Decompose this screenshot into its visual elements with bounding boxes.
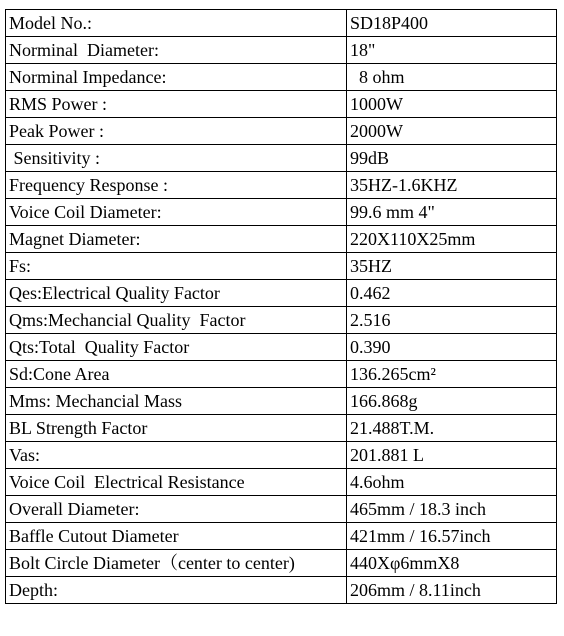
table-row <box>6 145 557 172</box>
table-row <box>6 334 557 361</box>
spec-label: Depth: <box>6 577 347 604</box>
table-row <box>6 577 557 604</box>
spec-table <box>5 9 557 604</box>
spec-value: 4.6ohm <box>347 469 557 496</box>
spec-value: SD18P400 <box>347 10 557 37</box>
spec-label: Peak Power : <box>6 118 347 145</box>
spec-value: 465mm / 18.3 inch <box>347 496 557 523</box>
spec-value: 8 ohm <box>347 64 557 91</box>
spec-label: Frequency Response : <box>6 172 347 199</box>
spec-label: Baffle Cutout Diameter <box>6 523 347 550</box>
spec-value: 1000W <box>347 91 557 118</box>
table-row <box>6 10 557 37</box>
spec-label: BL Strength Factor <box>6 415 347 442</box>
table-row <box>6 280 557 307</box>
spec-value: 440Xφ6mmX8 <box>347 550 557 577</box>
table-row <box>6 172 557 199</box>
table-row <box>6 253 557 280</box>
spec-value: 201.881 L <box>347 442 557 469</box>
spec-value: 220X110X25mm <box>347 226 557 253</box>
spec-label: RMS Power : <box>6 91 347 118</box>
spec-value: 0.462 <box>347 280 557 307</box>
spec-table-body <box>6 10 557 604</box>
spec-label: Overall Diameter: <box>6 496 347 523</box>
table-row <box>6 388 557 415</box>
table-row <box>6 226 557 253</box>
spec-value: 18" <box>347 37 557 64</box>
table-row <box>6 118 557 145</box>
spec-value: 136.265cm² <box>347 361 557 388</box>
spec-label: Norminal Diameter: <box>6 37 347 64</box>
spec-label: Vas: <box>6 442 347 469</box>
spec-value: 99.6 mm 4" <box>347 199 557 226</box>
table-row <box>6 442 557 469</box>
table-row <box>6 37 557 64</box>
spec-label: Mms: Mechancial Mass <box>6 388 347 415</box>
spec-value: 0.390 <box>347 334 557 361</box>
table-row <box>6 91 557 118</box>
spec-value: 35HZ <box>347 253 557 280</box>
spec-label: Voice Coil Electrical Resistance <box>6 469 347 496</box>
spec-value: 99dB <box>347 145 557 172</box>
spec-value: 2000W <box>347 118 557 145</box>
spec-value: 166.868g <box>347 388 557 415</box>
spec-label: Voice Coil Diameter: <box>6 199 347 226</box>
table-row <box>6 199 557 226</box>
spec-value: 421mm / 16.57inch <box>347 523 557 550</box>
table-row <box>6 550 557 577</box>
spec-label: Fs: <box>6 253 347 280</box>
spec-label: Qms:Mechancial Quality Factor <box>6 307 347 334</box>
spec-value: 35HZ-1.6KHZ <box>347 172 557 199</box>
spec-value: 2.516 <box>347 307 557 334</box>
spec-value: 21.488T.M. <box>347 415 557 442</box>
table-row <box>6 469 557 496</box>
spec-label: Bolt Circle Diameter（center to center) <box>6 550 347 577</box>
spec-label: Qts:Total Quality Factor <box>6 334 347 361</box>
spec-label: Qes:Electrical Quality Factor <box>6 280 347 307</box>
spec-label: Magnet Diameter: <box>6 226 347 253</box>
spec-label: Sensitivity : <box>6 145 347 172</box>
table-row <box>6 64 557 91</box>
spec-label: Sd:Cone Area <box>6 361 347 388</box>
spec-label: Norminal Impedance: <box>6 64 347 91</box>
spec-label: Model No.: <box>6 10 347 37</box>
table-row <box>6 307 557 334</box>
table-row <box>6 361 557 388</box>
spec-value: 206mm / 8.11inch <box>347 577 557 604</box>
table-row <box>6 523 557 550</box>
table-row <box>6 415 557 442</box>
table-row <box>6 496 557 523</box>
